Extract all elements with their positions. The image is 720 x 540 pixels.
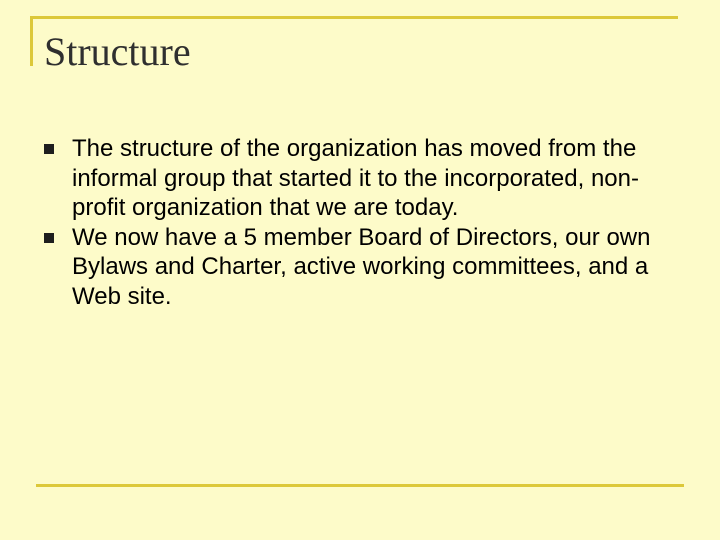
bullet-list bbox=[44, 134, 684, 311]
square-bullet-icon bbox=[44, 233, 54, 243]
bullet-text: The structure of the organization has moved from the informal group that started it to the incorporated, non-profit organization that we are today. bbox=[72, 135, 639, 221]
bottom-divider-line bbox=[36, 484, 684, 487]
square-bullet-icon bbox=[44, 144, 54, 154]
bullet-item bbox=[44, 134, 684, 223]
left-accent-line bbox=[30, 16, 33, 66]
slide-title: Structure bbox=[44, 29, 191, 74]
bullet-item bbox=[44, 223, 684, 312]
bullet-text: We now have a 5 member Board of Directors, our own Bylaws and Charter, active working committees, and a Web site. bbox=[72, 223, 651, 310]
top-divider-line bbox=[30, 16, 678, 19]
